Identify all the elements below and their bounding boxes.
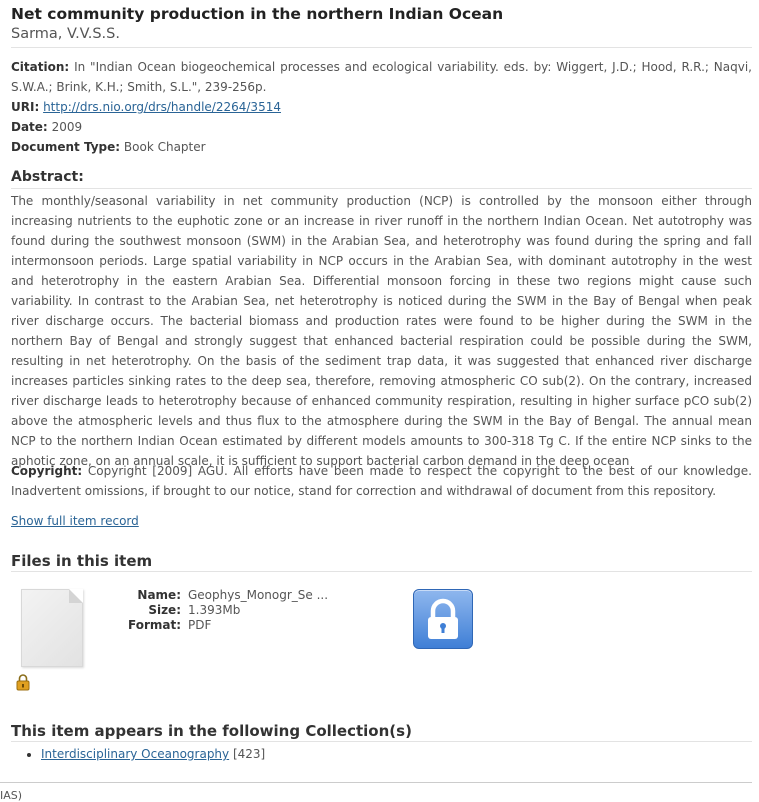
file-size-value: 1.393Mb [188, 603, 241, 617]
document-type-field [11, 137, 206, 157]
footer-text: IAS) [0, 789, 23, 802]
footer-divider [0, 782, 752, 783]
file-name-row [11, 588, 329, 603]
copyright-label: Copyright: [11, 464, 83, 478]
citation-field [11, 57, 752, 97]
collections-list [11, 745, 265, 763]
file-size-row [11, 603, 241, 618]
divider [11, 47, 752, 48]
uri-field [11, 97, 281, 117]
divider [11, 741, 752, 742]
restricted-access-lock-icon[interactable] [413, 589, 473, 649]
show-full-record-link[interactable]: Show full item record [11, 514, 139, 528]
abstract-heading: Abstract: [11, 169, 84, 185]
list-item [41, 745, 265, 763]
collection-link[interactable]: Interdisciplinary Oceanography [41, 747, 230, 761]
file-size-label: Size: [148, 603, 181, 617]
citation-label: Citation: [11, 60, 70, 74]
abstract-text: The monthly/seasonal variability in net community production (NCP) is controlled by the monsoon either through increasing nutrients to the euphotic zone or an increase in river runoff in the northern Indian Ocean. Net autotrophy was found during the southwest monsoon (SWM) in the Arabian Sea, and heterotrophy was found during the spring and fall intermonsoon periods. Large spatial variability in NCP occurs in the Arabian Sea, with dominant autotrophy in the west and heterotrophy in the eastern Arabian Sea. Differential monsoon forcing in these two regions might cause such variability. In contrast to the Arabian Sea, net heterotrophy is noticed during the SWM in the Bay of Bengal when peak river discharge occurs. The bacterial biomass and production rates were found to be higher during the SWM in the northern Bay of Bengal and strongly suggest that enhanced bacterial respiration could be possible during the SWM, resulting in net heterotrophy. On the basis of the sediment trap data, it was suggested that enhanced river discharge increases particles sinking rates to the deep sea, therefore, removing atmospheric CO sub(2). On the contrary, increased river discharge leads to heterotrophy because of enhanced community respiration, resulting in higher surface pCO sub(2) above the atmospheric levels and thus flux to the atmosphere during the SWM in the Bay of Bengal. The annual mean NCP to the northern Indian Ocean estimated by different models amounts to 300-318 Tg C. If the entire NCP sinks to the aphotic zone, on an annual scale, it is sufficient to support bacterial carbon demand in the deep ocean [11, 194, 752, 468]
document-type-value: Book Chapter [123, 140, 206, 154]
divider [11, 188, 752, 189]
divider [11, 571, 752, 572]
uri-link[interactable]: http://drs.nio.org/drs/handle/2264/3514 [43, 100, 281, 114]
item-author: Sarma, V.V.S.S. [11, 26, 120, 42]
copyright-field [11, 461, 752, 501]
date-label: Date: [11, 120, 48, 134]
copyright-text: Copyright [2009] AGU. All efforts have been made to respect the copyright to the best of our knowledge. Inadvertent omissions, if brought to our notice, stand for correction and withdrawal of document from this repository. [11, 464, 752, 498]
padlock-icon [16, 674, 30, 691]
show-full-record-row [11, 511, 139, 531]
date-field [11, 117, 82, 137]
date-value: 2009 [51, 120, 83, 134]
file-name-value[interactable]: Geophys_Monogr_Se ... [188, 588, 329, 602]
file-format-label: Format: [127, 618, 181, 632]
file-format-value: PDF [188, 618, 212, 632]
document-type-label: Document Type: [11, 140, 121, 154]
file-name-label: Name: [137, 588, 181, 602]
collections-heading: This item appears in the following Collection(s) [11, 722, 412, 740]
citation-value: In "Indian Ocean biogeochemical processes and ecological variability. eds. by: Wiggert, J.D.; Hood, R.R.; Naqvi, S.W.A.; Brink, K.H.; Smith, S.L.", 239-256p. [11, 60, 752, 94]
uri-label: URI: [11, 100, 40, 114]
collection-count: [423] [232, 747, 266, 761]
file-format-row [11, 618, 212, 633]
page-title: Net community production in the northern Indian Ocean [11, 5, 504, 23]
files-heading: Files in this item [11, 552, 153, 570]
